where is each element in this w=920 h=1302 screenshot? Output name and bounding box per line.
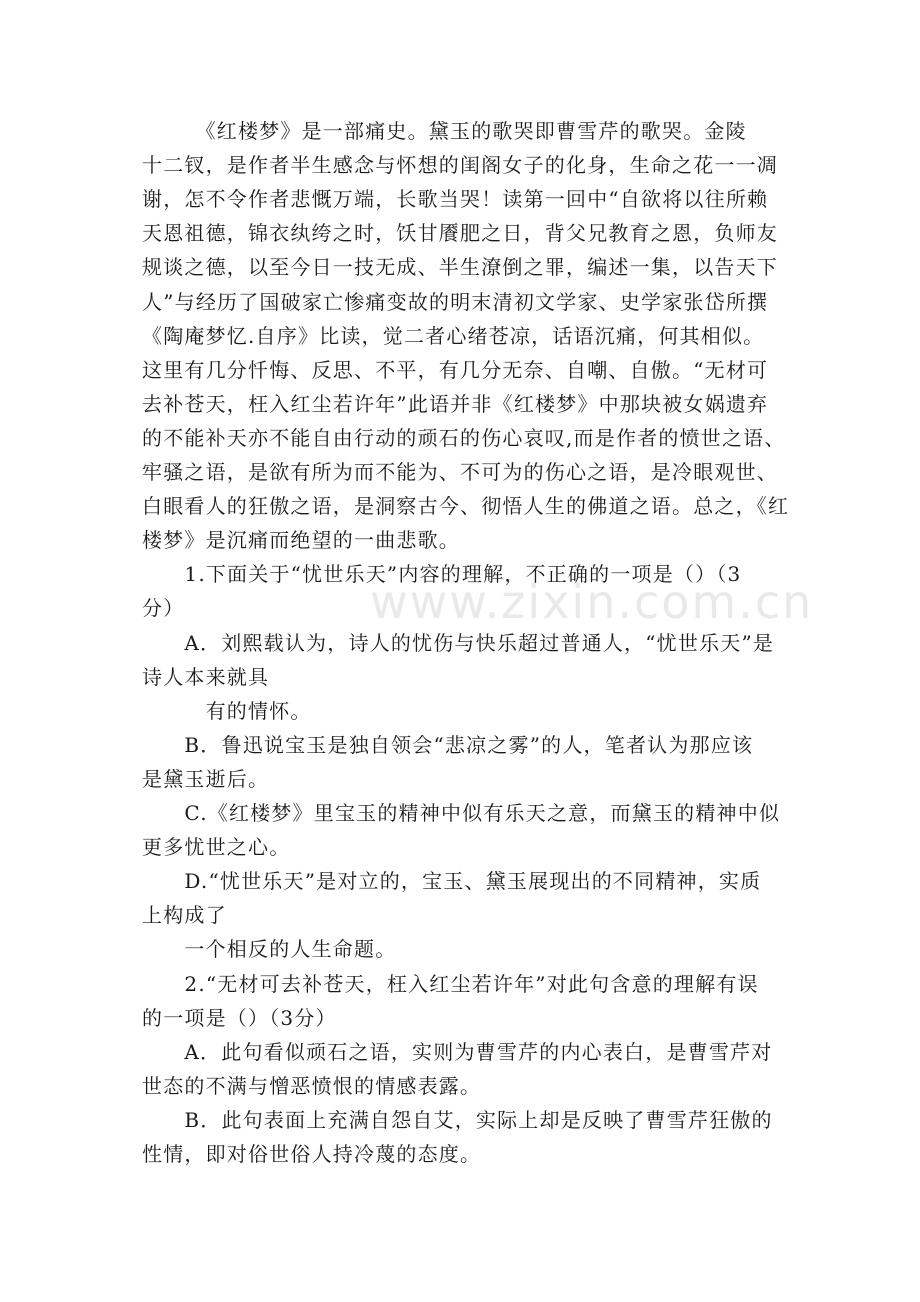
- text-line: D.“忧世乐天”是对立的，宝玉、黛玉展现出的不同精神，实质: [142, 869, 762, 894]
- text-line: A．此句看似顽石之语，实则为曹雪芹的内心表白，是曹雪芹对: [142, 1039, 773, 1064]
- text-line: 2.“无材可去补苍天，枉入红尘若许年”对此句含意的理解有误: [142, 971, 759, 996]
- text-line: 一个相反的人生命题。: [142, 937, 397, 962]
- text-line: 《陶庵梦忆.自序》比读，觉二者心绪苍凉，话语沉痛，何其相似。: [142, 323, 765, 348]
- text-line: 去补苍天，枉入红尘若许年”此语并非《红楼梦》中那块被女娲遗弃: [142, 391, 769, 416]
- text-line: 这里有几分忏悔、反思、不平，有几分无奈、自嘲、自傲。“无材可: [142, 357, 769, 382]
- text-line: 分）: [142, 596, 185, 621]
- text-line: 规谈之德，以至今日一技无成、半生潦倒之罪，编述一集，以告天下: [142, 255, 778, 280]
- text-line: 人”与经历了国破家亡惨痛变故的明末清初文学家、史学家张岱所撰: [142, 289, 769, 314]
- text-line: 性情，即对俗世俗人持冷蔑的态度。: [142, 1142, 482, 1166]
- text-line: 更多忧世之心。: [142, 835, 291, 860]
- text-line: C.《红楼梦》里宝玉的精神中似有乐天之意，而黛玉的精神中似: [142, 801, 781, 825]
- text-line: B．此句表面上充满自怨自艾，实际上却是反映了曹雪芹狂傲的: [142, 1107, 773, 1132]
- text-line: 有的情怀。: [142, 698, 312, 723]
- watermark: www.zixin.com.cn: [370, 575, 814, 629]
- text-line: 谢，怎不令作者悲慨万端，长歌当哭！读第一回中“自欲将以往所赖: [142, 187, 769, 212]
- text-line: 牢骚之语，是欲有所为而不能为、不可为的伤心之语，是冷眼观世、: [142, 460, 778, 484]
- text-line: 上构成了: [142, 903, 227, 928]
- text-line: B．鲁迅说宝玉是独自领会“悲凉之雾”的人，笔者认为那应该: [142, 732, 754, 757]
- text-line: 《红楼梦》是一部痛史。黛玉的歌哭即曹雪芹的歌哭。金陵: [142, 119, 747, 143]
- text-line: 楼梦》是沉痛而绝望的一曲悲歌。: [142, 528, 460, 553]
- text-line: A．刘熙载认为，诗人的忧伤与快乐超过普通人，“忧世乐天”是: [142, 630, 775, 655]
- text-line: 天恩祖德，锦衣纨绔之时，饫甘餍肥之日，背父兄教育之恩，负师友: [142, 221, 778, 246]
- text-line: 的一项是（）（3分）: [142, 1005, 337, 1030]
- text-line: 白眼看人的狂傲之语，是洞察古今、彻悟人生的佛道之语。总之，《红: [142, 494, 790, 519]
- text-line: 世态的不满与憎恶愤恨的情感表露。: [142, 1073, 482, 1098]
- text-line: 诗人本来就具: [142, 664, 270, 689]
- text-line: 是黛玉逝后。: [142, 766, 270, 791]
- text-line: 十二钗，是作者半生感念与怀想的闺阁女子的化身，生命之花一一凋: [142, 153, 778, 178]
- text-line: 1.下面关于“忧世乐天”内容的理解，不正确的一项是（）（3: [142, 562, 742, 587]
- text-line: 的不能补天亦不能自由行动的顽石的伤心哀叹,而是作者的愤世之语、: [142, 425, 786, 450]
